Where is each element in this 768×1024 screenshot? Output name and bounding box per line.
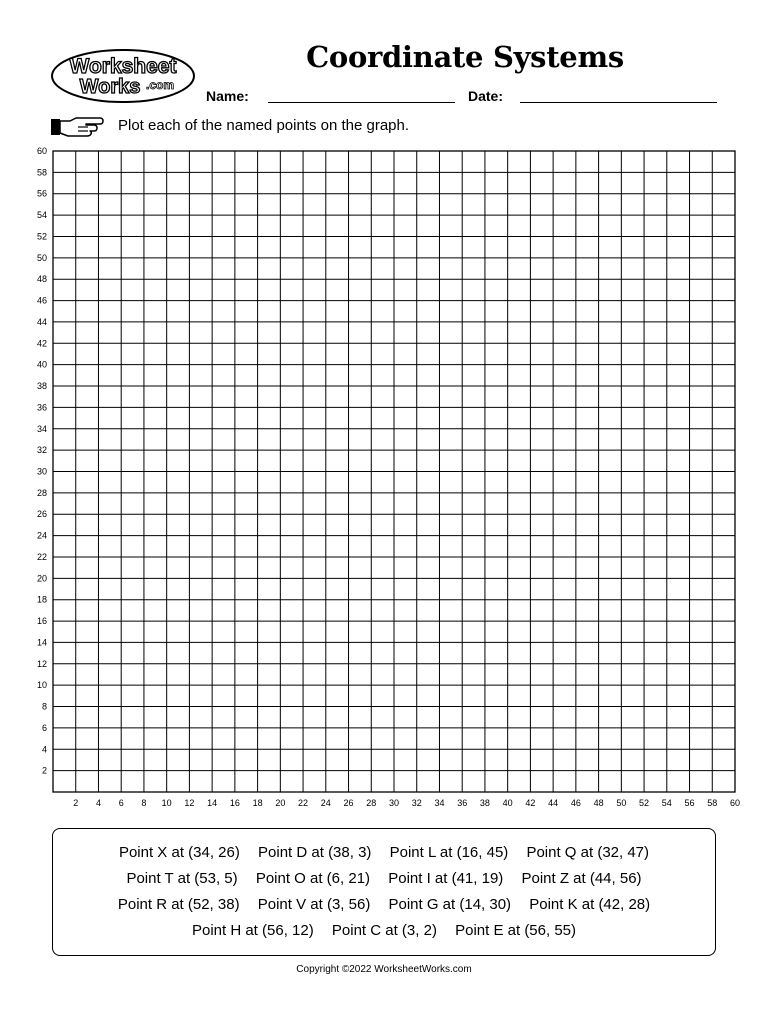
y-tick-label: 28 bbox=[36, 487, 47, 498]
x-tick-label: 30 bbox=[388, 798, 400, 808]
name-label: Name: bbox=[206, 88, 249, 104]
points-row bbox=[53, 866, 715, 892]
y-tick-label: 18 bbox=[36, 594, 47, 605]
point-item: Point G at (14, 30) bbox=[388, 896, 512, 913]
point-item: Point V at (3, 56) bbox=[257, 896, 371, 913]
x-tick-label: 4 bbox=[95, 798, 101, 808]
x-tick-label: 34 bbox=[434, 798, 445, 808]
x-tick-label: 22 bbox=[298, 798, 309, 808]
x-tick-label: 12 bbox=[184, 798, 195, 808]
y-tick-label: 40 bbox=[36, 359, 47, 370]
x-tick-label: 38 bbox=[479, 798, 490, 808]
x-tick-label: 8 bbox=[141, 798, 147, 808]
y-tick-label: 34 bbox=[36, 423, 47, 434]
point-item: Point I at (41, 19) bbox=[388, 870, 504, 887]
x-tick-label: 44 bbox=[548, 798, 559, 808]
points-panel bbox=[52, 828, 716, 956]
x-tick-label: 28 bbox=[366, 798, 377, 808]
instructions-text: Plot each of the named points on the graph. bbox=[118, 117, 410, 134]
y-tick-label: 50 bbox=[36, 252, 47, 263]
point-item: Point K at (42, 28) bbox=[529, 896, 651, 913]
x-tick-label: 10 bbox=[161, 798, 172, 808]
y-tick-label: 8 bbox=[41, 701, 47, 712]
x-tick-label: 14 bbox=[207, 798, 218, 808]
y-tick-label: 22 bbox=[36, 551, 47, 562]
point-item: Point R at (52, 38) bbox=[117, 896, 240, 913]
page-title: Coordinate Systems bbox=[306, 40, 624, 74]
point-item: Point T at (53, 5) bbox=[126, 870, 238, 887]
y-tick-label: 10 bbox=[36, 680, 47, 691]
x-tick-label: 60 bbox=[729, 798, 741, 808]
y-tick-label: 30 bbox=[36, 466, 47, 477]
x-tick-label: 52 bbox=[639, 798, 650, 808]
point-item: Point H at (56, 12) bbox=[191, 922, 314, 939]
x-tick-label: 16 bbox=[229, 798, 240, 808]
y-tick-label: 38 bbox=[36, 381, 47, 392]
point-item: Point E at (56, 55) bbox=[455, 922, 577, 939]
y-tick-label: 32 bbox=[36, 445, 47, 456]
y-tick-label: 12 bbox=[36, 658, 47, 669]
y-tick-label: 54 bbox=[36, 210, 47, 221]
y-tick-label: 58 bbox=[36, 167, 47, 178]
y-tick-label: 6 bbox=[41, 722, 47, 733]
x-tick-label: 40 bbox=[502, 798, 513, 808]
x-tick-label: 6 bbox=[118, 798, 124, 808]
copyright-text: Copyright ©2022 WorksheetWorks.com bbox=[296, 964, 472, 975]
point-item: Point O at (6, 21) bbox=[255, 870, 371, 887]
y-tick-label: 26 bbox=[36, 509, 47, 520]
point-item: Point C at (3, 2) bbox=[331, 922, 437, 939]
logo-text-line2: Works bbox=[79, 76, 141, 98]
y-tick-label: 60 bbox=[36, 146, 47, 156]
y-tick-label: 24 bbox=[36, 530, 47, 541]
name-field[interactable] bbox=[268, 102, 455, 103]
y-tick-label: 42 bbox=[36, 338, 47, 349]
logo-text-suffix: .com bbox=[145, 78, 175, 92]
worksheetworks-logo bbox=[50, 48, 196, 104]
y-tick-label: 20 bbox=[36, 573, 47, 584]
x-tick-label: 18 bbox=[252, 798, 263, 808]
x-tick-label: 54 bbox=[661, 798, 672, 808]
date-field[interactable] bbox=[520, 102, 717, 103]
y-tick-label: 48 bbox=[36, 274, 47, 285]
y-tick-label: 56 bbox=[36, 188, 47, 199]
x-tick-label: 48 bbox=[593, 798, 604, 808]
logo-text-line1: Worksheet bbox=[69, 55, 177, 78]
point-item: Point Z at (44, 56) bbox=[521, 870, 642, 887]
x-tick-label: 32 bbox=[411, 798, 422, 808]
x-tick-label: 20 bbox=[275, 798, 286, 808]
y-tick-label: 46 bbox=[36, 295, 47, 306]
y-tick-label: 52 bbox=[36, 231, 47, 242]
y-tick-label: 4 bbox=[41, 744, 47, 755]
point-item: Point Q at (32, 47) bbox=[526, 844, 650, 861]
x-tick-label: 42 bbox=[525, 798, 536, 808]
x-tick-label: 56 bbox=[684, 798, 695, 808]
x-tick-label: 26 bbox=[343, 798, 354, 808]
coordinate-grid[interactable] bbox=[0, 140, 768, 812]
x-tick-label: 50 bbox=[616, 798, 627, 808]
x-tick-label: 2 bbox=[73, 798, 79, 808]
points-row bbox=[53, 918, 715, 944]
date-label: Date: bbox=[468, 88, 504, 104]
points-row bbox=[53, 892, 715, 918]
x-tick-label: 24 bbox=[320, 798, 331, 808]
y-tick-label: 36 bbox=[36, 402, 47, 413]
y-tick-label: 2 bbox=[41, 765, 47, 776]
y-tick-label: 14 bbox=[36, 637, 47, 648]
point-item: Point X at (34, 26) bbox=[118, 844, 240, 861]
pointing-hand-icon bbox=[50, 116, 104, 138]
x-tick-label: 46 bbox=[570, 798, 581, 808]
point-item: Point L at (16, 45) bbox=[389, 844, 509, 861]
x-tick-label: 36 bbox=[457, 798, 468, 808]
y-tick-label: 16 bbox=[36, 616, 47, 627]
point-item: Point D at (38, 3) bbox=[258, 844, 372, 861]
points-row bbox=[53, 840, 715, 866]
y-tick-label: 44 bbox=[36, 316, 47, 327]
x-tick-label: 58 bbox=[707, 798, 718, 808]
